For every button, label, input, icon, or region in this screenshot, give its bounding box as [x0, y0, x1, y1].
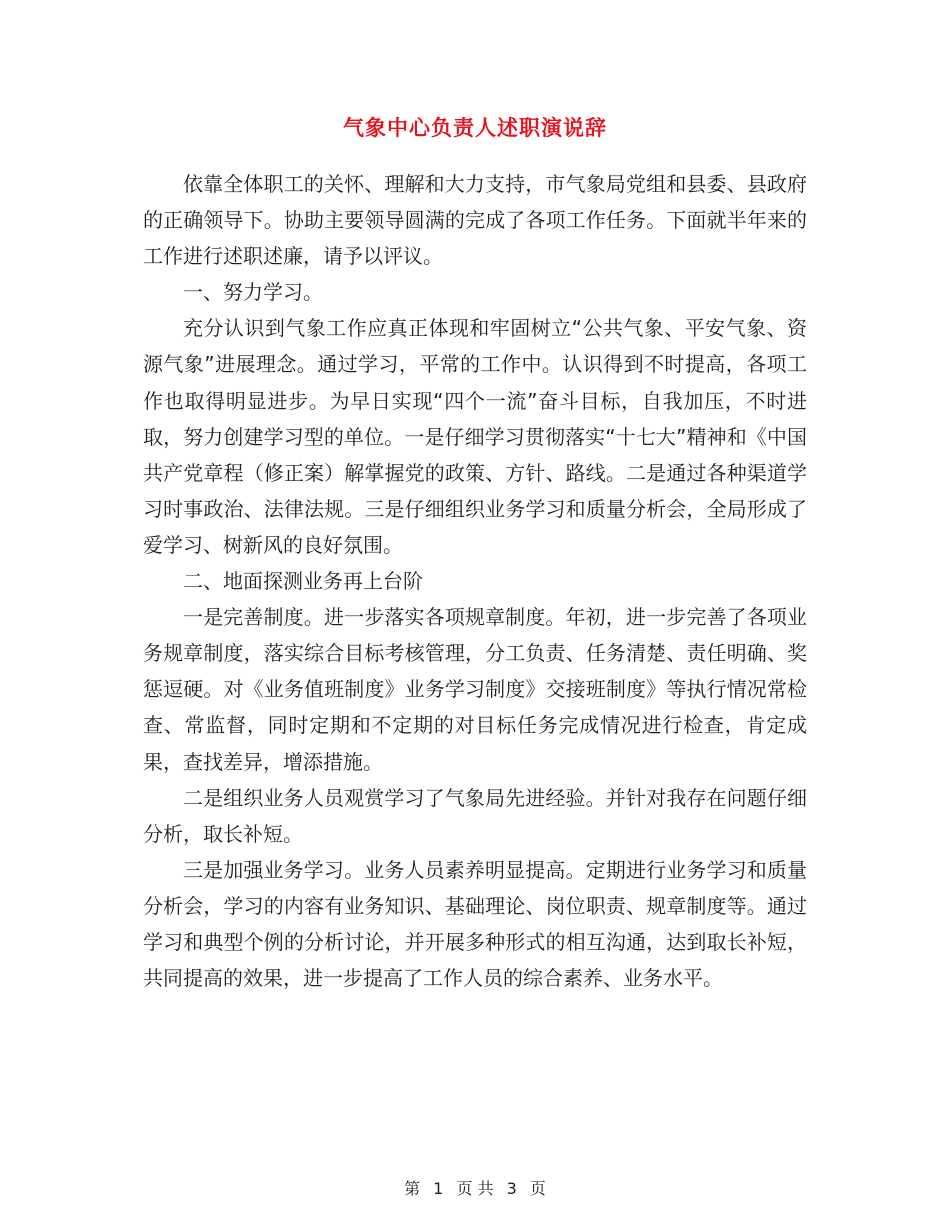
section-heading-observation: 二、地面探测业务再上台阶 [183, 569, 423, 594]
document-body [143, 166, 807, 996]
page-footer [0, 1178, 950, 1200]
paragraph-training: 三是加强业务学习。业务人员素养明显提高。定期进行业务学习和质量分析会，学习的内容有业务知识、基础理论、岗位职责、规章制度等。通过学习和典型个例的分析讨论，并开展多种形式的相互沟通，达到取长补短，共同提高的效果，进一步提高了工作人员的综合素养、业务水平。 [143, 857, 807, 991]
footer-prefix: 第 [404, 1179, 421, 1198]
paragraph-experience: 二是组织业务人员观赏学习了气象局先进经验。并针对我存在问题仔细分析，取长补短。 [143, 785, 807, 846]
paragraph-regulations: 一是完善制度。进一步落实各项规章制度。年初，进一步完善了各项业务规章制度，落实综合目标考核管理，分工负责、任务清楚、责任明确、奖惩逗硬。对《业务值班制度》业务学习制度》交接班制度》等执行情况常检查、常监督，同时定期和不定期的对目标任务完成情况进行检查，肯定成果，查找差异，增添措施。 [143, 605, 807, 774]
footer-total-pages: 3 [506, 1179, 517, 1198]
paragraph-intro: 依靠全体职工的关怀、理解和大力支持，市气象局党组和县委、县政府的正确领导下。协助主要领导圆满的完成了各项工作任务。下面就半年来的工作进行述职述廉，请予以评议。 [143, 172, 807, 269]
paragraph-study: 充分认识到气象工作应真正体现和牢固树立“公共气象、平安气象、资源气象”进展理念。通过学习，平常的工作中。认识得到不时提高，各项工作也取得明显进步。为早日实现“四个一流”奋斗目标，自我加压，不时进取，努力创建学习型的单位。一是仔细学习贯彻落实“十七大”精神和《中国共产党章程（修正案）解掌握党的政策、方针、路线。二是通过各种渠道学习时事政治、法律法规。三是仔细组织业务学习和质量分析会，全局形成了爱学习、树新风的良好氛围。 [143, 316, 807, 557]
section-heading-study: 一、努力学习。 [183, 280, 323, 305]
footer-middle: 页 共 [456, 1179, 494, 1198]
footer-suffix: 页 [529, 1179, 546, 1198]
footer-current-page: 1 [433, 1179, 444, 1198]
document-title: 气象中心负责人述职演说辞 [343, 116, 607, 140]
